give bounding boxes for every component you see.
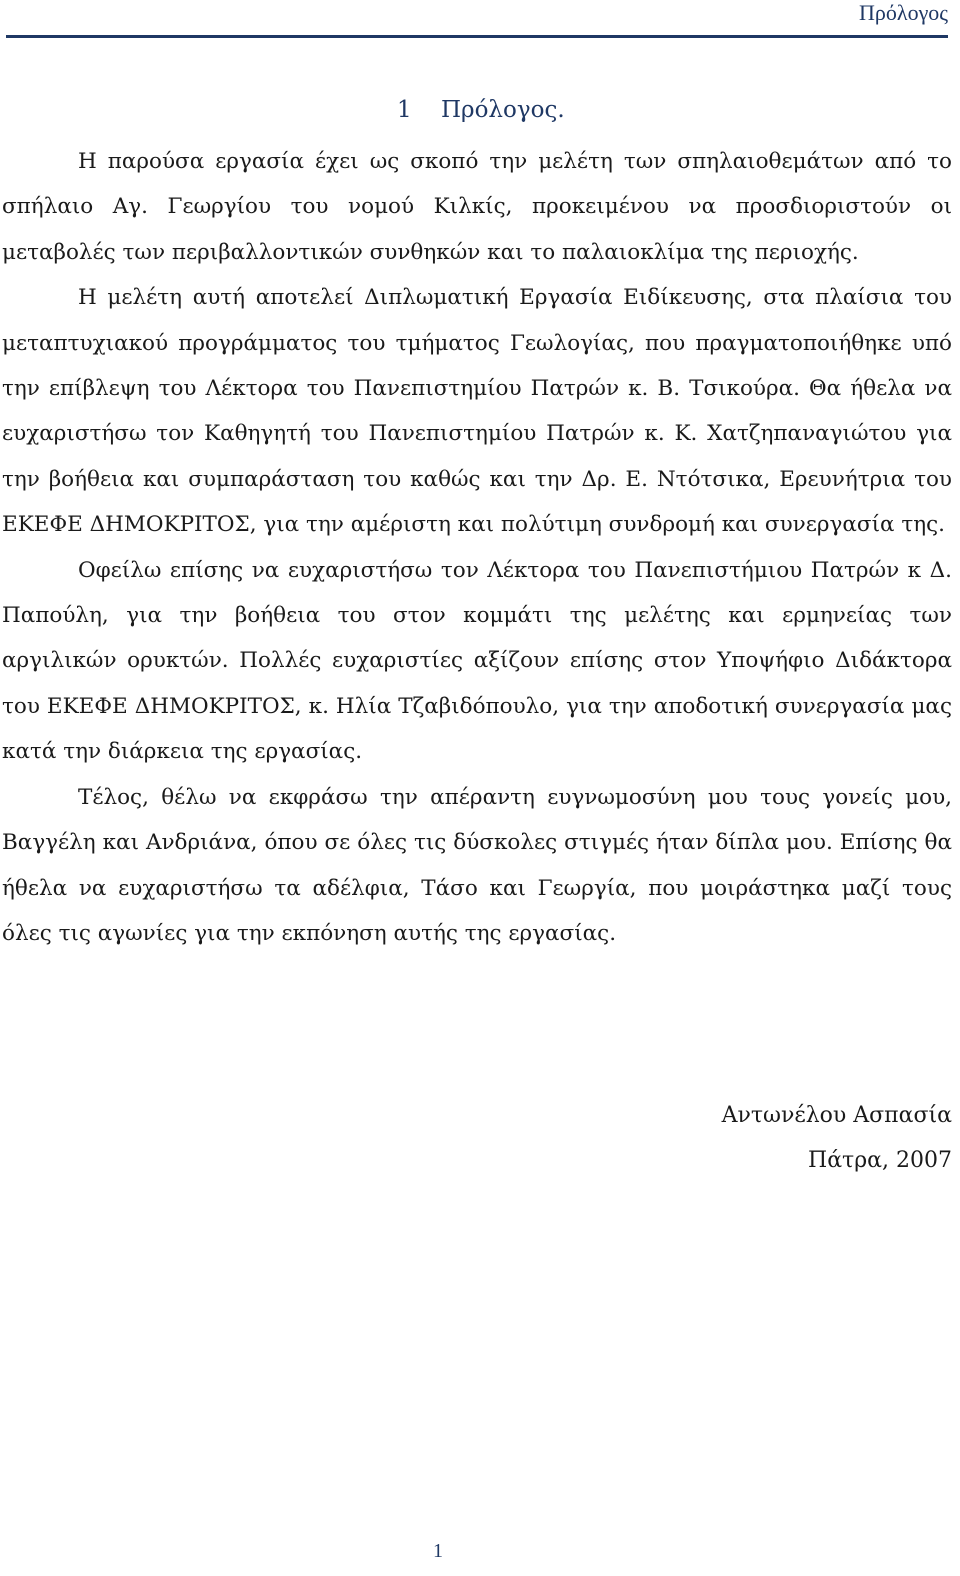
page-number: 1 — [433, 1540, 443, 1562]
chapter-title: Πρόλογος. — [441, 97, 565, 123]
paragraph-thesis-acknowledgements: Η μελέτη αυτή αποτελεί Διπλωματική Εργασία Ειδίκευσης, στα πλαίσια του μεταπτυχιακού προγράμματος του τμήματος Γεωλογίας, που πραγματοποιήθηκε υπό την επίβλεψη του Λέκτορα του Πανεπιστημίου Πατρών κ. Β. Τσικούρα. Θα ήθελα να ευχαριστήσω τον Καθηγητή του Πανεπιστημίου Πατρών κ. Κ. Χατζηπαναγιώτου για την βοήθεια και συμπαράσταση του καθώς και την Δρ. Ε. Ντότσικα, Ερευνήτρια του ΕΚΕΦΕ ΔΗΜΟΚΡΙΤΟΣ, για την αμέριστη και πολύτιμη συνδρομή και συνεργασία της. — [2, 285, 952, 538]
body-text — [2, 139, 952, 956]
paragraph-family-thanks: Τέλος, θέλω να εκφράσω την απέραντη ευγνωμοσύνη μου τους γονείς μου, Βαγγέλη και Ανδριάνα, όπου σε όλες τις δύσκολες στιγμές ήταν δίπλα μου. Επίσης θα ήθελα να ευχαριστήσω τα αδέλφια, Τάσο και Γεωργία, που μοιράστηκα μαζί τους όλες τις αγωνίες για την εκπόνηση αυτής της εργασίας. — [2, 784, 952, 946]
signature-place-date: Πάτρα, 2007 — [808, 1148, 952, 1174]
paragraph-further-thanks: Οφείλω επίσης να ευχαριστήσω τον Λέκτορα του Πανεπιστήμιου Πατρών κ Δ. Παπούλη, για την βοήθεια του στον κομμάτι της μελέτης και ερμηνείας των αργιλικών ορυκτών. Πολλές ευχαριστίες αξίζουν επίσης στον Υποψήφιο Διδάκτορα του ΕΚΕΦΕ ΔΗΜΟΚΡΙΤΟΣ, κ. Ηλία Τζαβιδόπουλο, για την αποδοτική συνεργασία μας κατά την διάρκεια της εργασίας. — [2, 557, 952, 765]
header-divider — [6, 35, 948, 38]
chapter-number: 1 — [397, 97, 412, 123]
signature-block — [722, 1093, 952, 1184]
signature-author: Αντωνέλου Ασπασία — [721, 1103, 952, 1128]
running-header-title: Πρόλογος — [859, 0, 948, 25]
paragraph-purpose: Η παρούσα εργασία έχει ως σκοπό την μελέτη των σπηλαιοθεμάτων από το σπήλαιο Αγ. Γεωργίου του νομού Κιλκίς, προκειμένου να προσδιοριστούν οι μεταβολές των περιβαλλοντικών συνθηκών και το παλαιοκλίμα της περιοχής. — [2, 149, 952, 265]
chapter-heading — [397, 92, 565, 128]
